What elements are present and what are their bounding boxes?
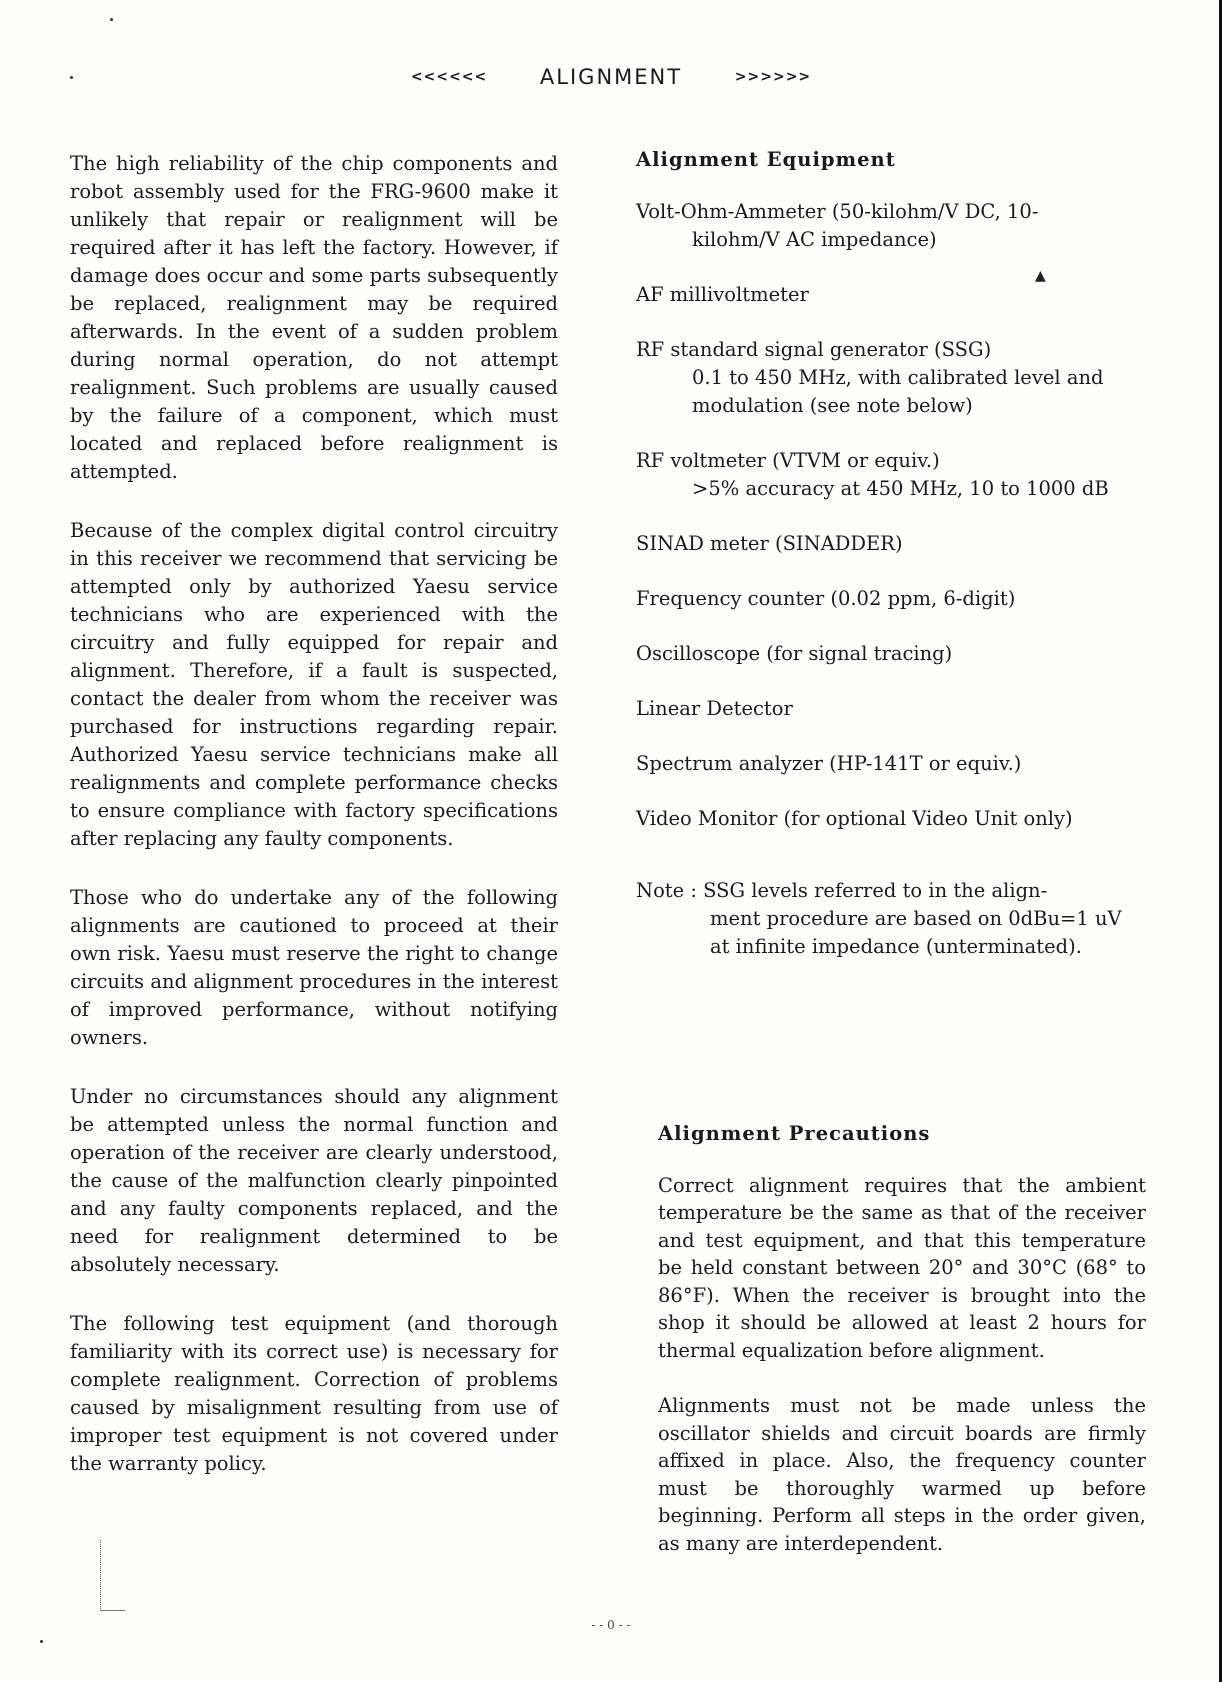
list-item [636,281,1136,309]
servicing-paragraph: Because of the complex digital control circuitry in this receiver we recommend that servicing be attempted only by authorized Yaesu service technicians who are experienced with the circuitry and fully equipped for repair and alignment. Therefore, if a fault is suspected, contact the dealer from whom the receiver was purchased for instructions regarding repair. Authorized Yaesu service technicians make all realignments and complete performance checks to ensure compliance with factory specifications after replacing any faulty components. [70,519,558,850]
intro-paragraph: The high reliability of the chip components and robot assembly used for the FRG-9600 make it unlikely that repair or realignment will be required after it has left the factory. However, if damage does occur and some parts subsequently be replaced, realignment may be required afterwards. In the event of a sudden problem during normal operation, do not attempt realignment. Such problems are usually caused by the failure of a component, which must located and replaced before realignment is attempted. [70,152,558,483]
precautions-section [658,1120,1146,1585]
equipment-name: AF millivoltmeter [636,283,809,306]
scan-arrow-icon: ▲ [1035,268,1046,284]
temperature-paragraph: Correct alignment requires that the ambient temperature be the same as that of the receiver and test equipment, and that this temperature be held constant between 20° and 30°C (68° to 86°F). When the receiver is brought into the shop it should be allowed at least 2 hours for thermal equalization before alignment. [658,1173,1146,1362]
left-chevrons: <<<<<< [410,69,488,85]
precautions-heading: Alignment Precautions [658,1122,931,1145]
equipment-name: Oscilloscope (for signal tracing) [636,642,953,665]
list-item [636,447,1136,503]
equipment-name: Spectrum analyzer (HP-141T or equiv.) [636,752,1022,775]
scan-speck [110,18,113,21]
list-item [636,336,1136,420]
right-column [636,146,1136,961]
right-chevrons: >>>>>> [734,69,812,85]
test-equipment-paragraph: The following test equipment (and thorough familiarity with its correct use) is necessary for complete realignment. Correction of problems caused by misalignment resulting from use of improper test equipment is not covered under the warranty policy. [70,1312,558,1475]
scan-speck [70,76,73,79]
equipment-name: Frequency counter (0.02 ppm, 6-digit) [636,587,1016,610]
equipment-name: Volt-Ohm-Ammeter (50-kilohm/V DC, 10- [636,200,1039,223]
left-column [70,150,558,1509]
equipment-name: Linear Detector [636,697,793,720]
ssg-note [636,877,1136,961]
scan-speck [40,1640,43,1643]
page-number: - - 0 - - [591,1618,631,1632]
note-label: Note : [636,879,697,902]
list-item [636,198,1136,254]
equipment-heading: Alignment Equipment [636,148,896,171]
shields-paragraph: Alignments must not be made unless the oscillator shields and circuit boards are firmly affixed in place. Also, the frequency counter must be thoroughly warmed up before beginning. Perform all steps in the order given, as many are interdependent. [658,1394,1146,1555]
equipment-name: RF voltmeter (VTVM or equiv.) [636,449,940,472]
caution-paragraph: Those who do undertake any of the following alignments are cautioned to proceed at their own risk. Yaesu must reserve the right to change circuits and alignment procedures in the interest of improved performance, without notifying owners. [70,886,558,1049]
list-item [636,640,1136,668]
margin-scribble [100,1540,125,1611]
equipment-detail: 0.1 to 450 MHz, with calibrated level and modulation (see note below) [692,366,1104,417]
note-detail: ment procedure are based on 0dBu=1 uV at infinite impedance (unterminated). [710,907,1122,958]
page-header [0,64,1222,89]
equipment-list [636,198,1136,833]
equipment-detail: kilohm/V AC impedance) [692,228,937,251]
list-item [636,695,1136,723]
circumstances-paragraph: Under no circumstances should any alignment be attempted unless the normal function and operation of the receiver are clearly understood, the cause of the malfunction clearly pinpointed and any faulty components replaced, and the need for realignment determined to be absolutely necessary. [70,1085,558,1276]
page-title: ALIGNMENT [539,65,683,89]
list-item [636,530,1136,558]
equipment-name: Video Monitor (for optional Video Unit only) [636,807,1073,830]
equipment-name: RF standard signal generator (SSG) [636,338,992,361]
equipment-name: SINAD meter (SINADDER) [636,532,903,555]
note-main: SSG levels referred to in the align- [703,879,1048,902]
equipment-detail: >5% accuracy at 450 MHz, 10 to 1000 dB [692,477,1109,500]
list-item [636,805,1136,833]
list-item [636,750,1136,778]
list-item [636,585,1136,613]
